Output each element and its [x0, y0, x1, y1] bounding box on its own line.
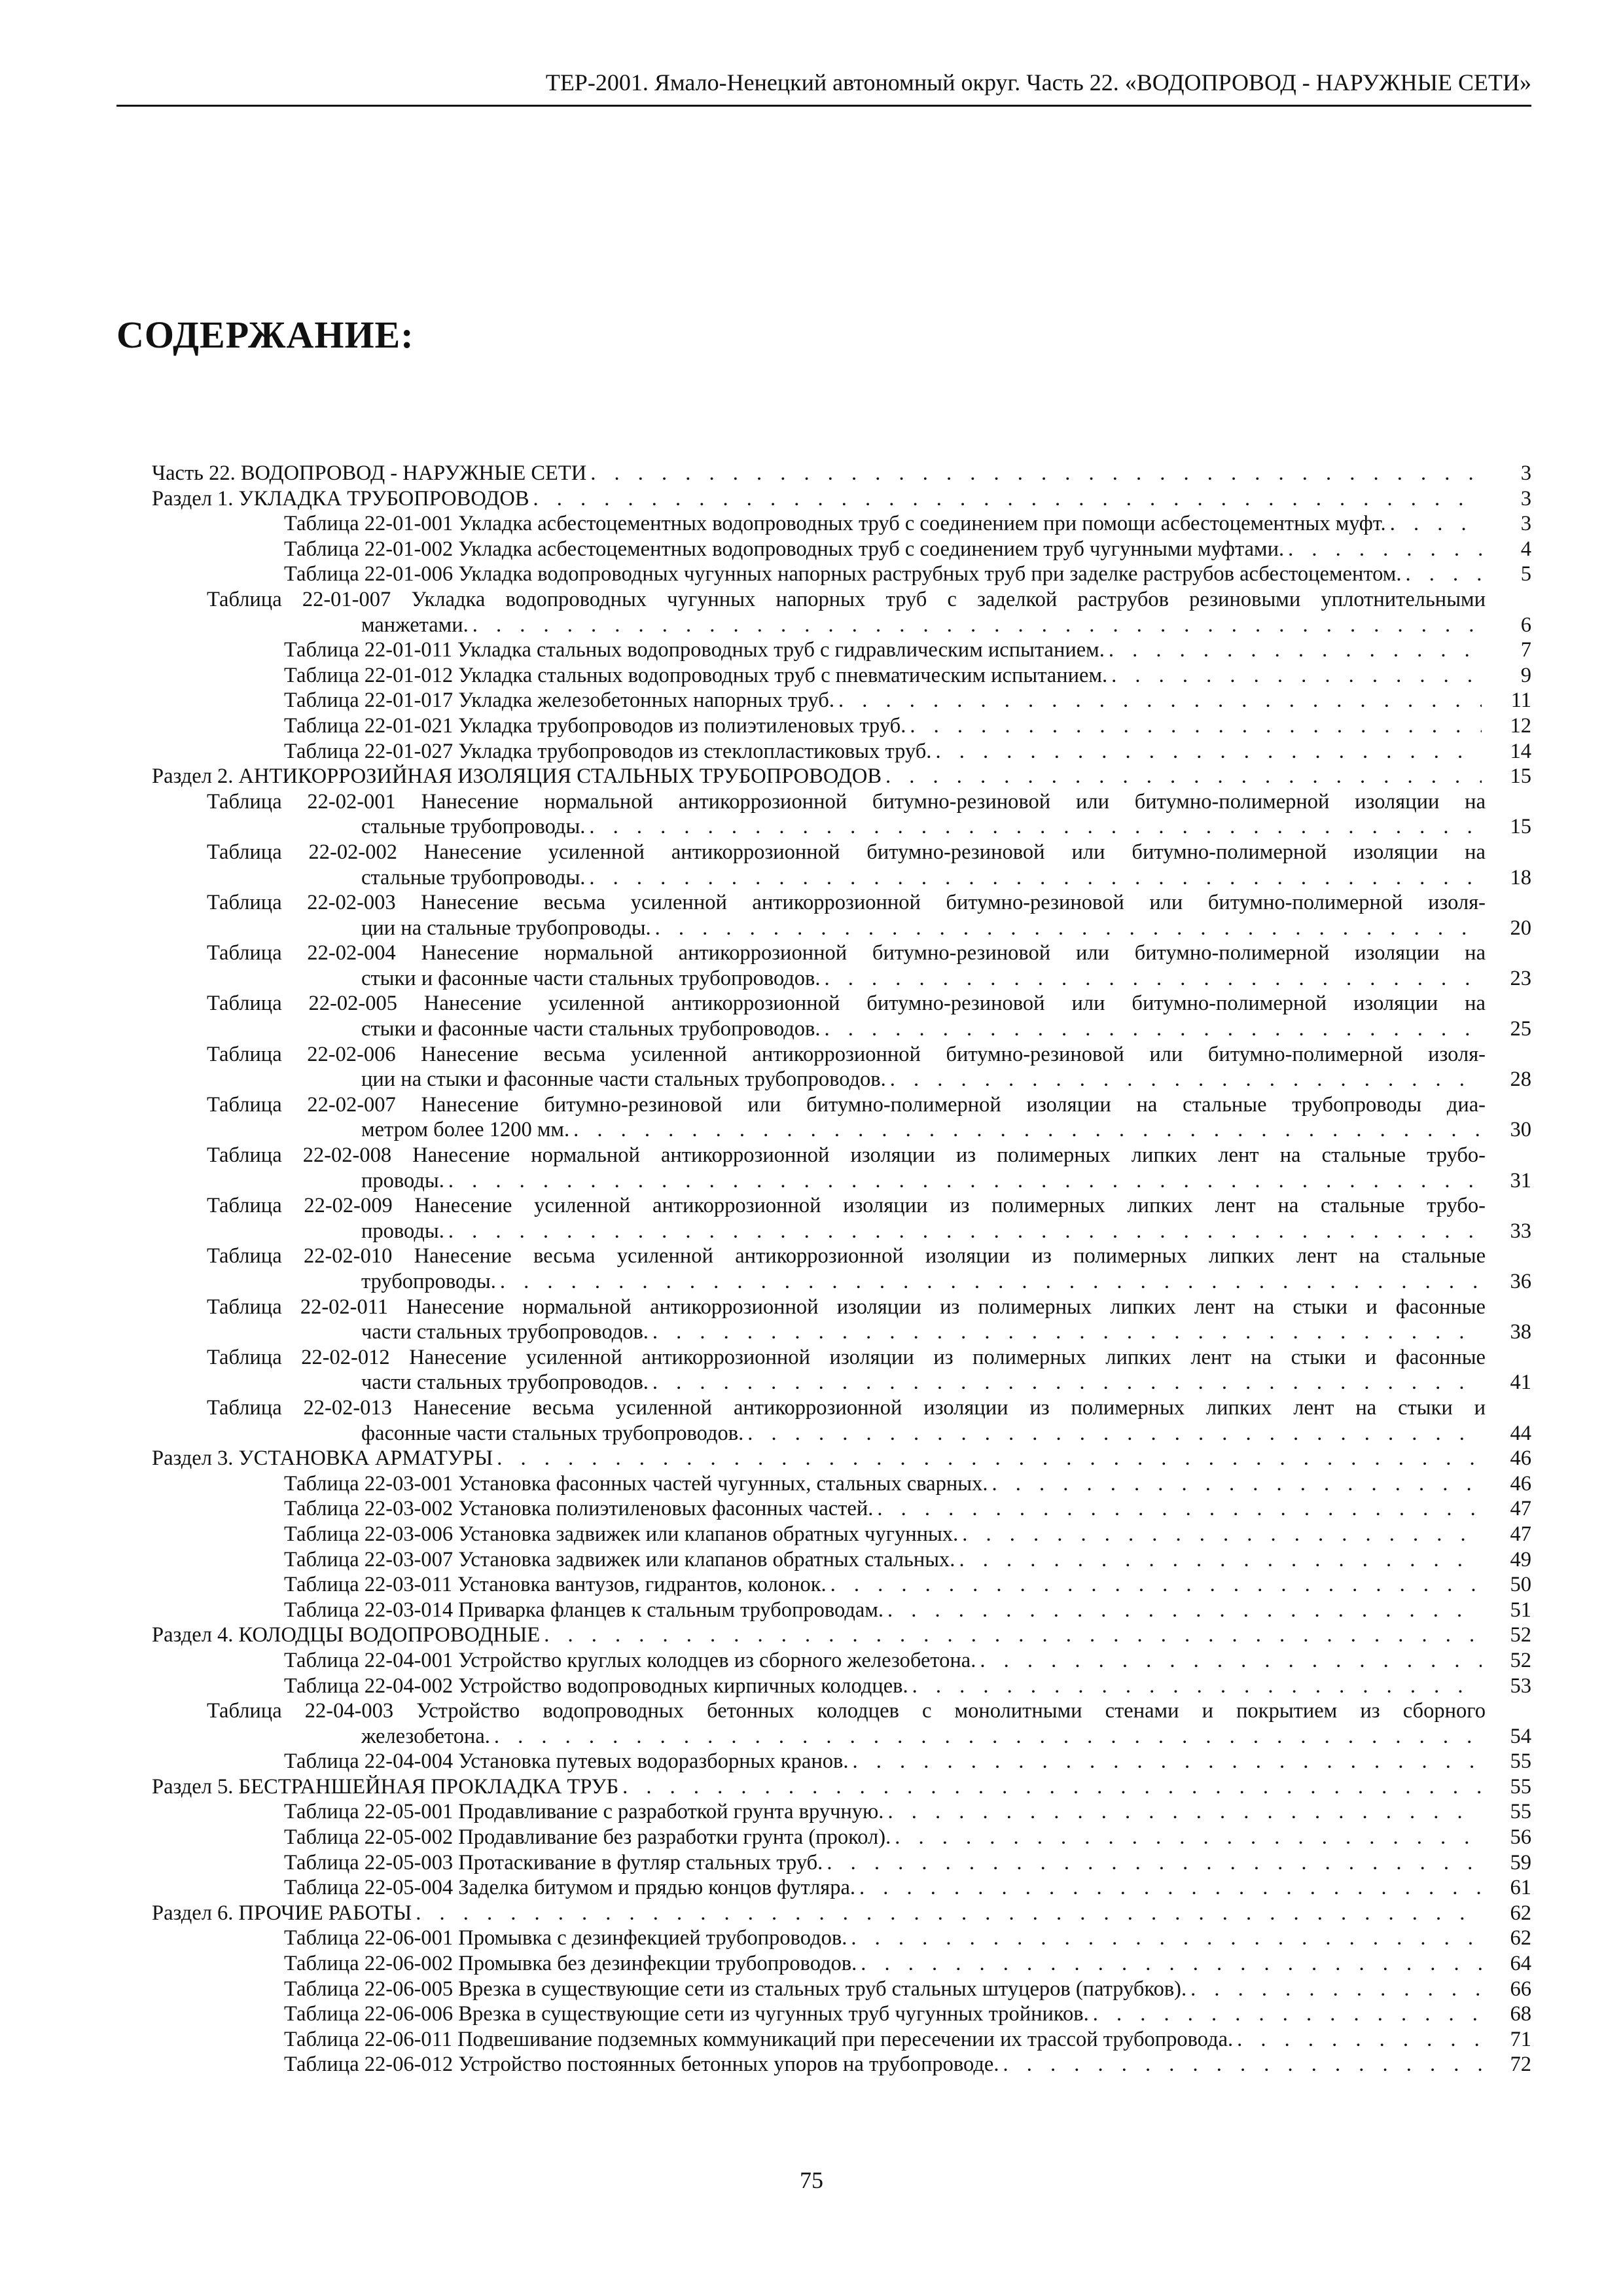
- dot-leader: [589, 814, 1482, 840]
- toc-entry-title-continuation: железобетона.: [361, 1724, 490, 1748]
- toc-entry-title-continuation: проводы.: [361, 1168, 444, 1193]
- toc-page-number: 46: [1510, 1471, 1531, 1496]
- toc-page-number: 53: [1510, 1674, 1531, 1698]
- toc-entry-title: Таблица 22-04-002 Устройство водопроводных кирпичных колодцев.: [284, 1674, 908, 1698]
- toc-entry-title: Таблица 22-05-004 Заделка битумом и прядью концов футляра.: [284, 1876, 856, 1900]
- toc-entry-title: Таблица 22-02-006 Нанесение весьма усиленной антикоррозионной битумно-резиновой или битумно-полимерной изоля-: [207, 1042, 1486, 1066]
- dot-leader: [416, 1901, 1482, 1926]
- dot-leader: [573, 1117, 1482, 1143]
- dot-leader: [895, 1825, 1482, 1850]
- toc-page-number: 54: [1510, 1724, 1531, 1748]
- toc-table-entry[interactable]: [152, 840, 1531, 890]
- toc-table-entry[interactable]: [152, 688, 1531, 713]
- dot-leader: [497, 1446, 1482, 1471]
- dot-leader: [448, 1168, 1482, 1194]
- dot-leader: [991, 1471, 1482, 1497]
- toc-entry-title: Таблица 22-01-002 Укладка асбестоцементных водопроводных труб с соединением труб чугунными муфтами.: [284, 537, 1285, 561]
- toc-page-number: 55: [1510, 1774, 1531, 1799]
- toc-entry-title-continuation: части стальных трубопроводов.: [361, 1320, 649, 1344]
- dot-leader: [885, 764, 1482, 789]
- toc-table-entry[interactable]: [152, 1926, 1531, 1951]
- toc-entry-title: Раздел 1. УКЛАДКА ТРУБОПРОВОДОВ: [152, 486, 529, 511]
- toc-table-entry[interactable]: [152, 739, 1531, 764]
- dot-leader: [1109, 637, 1482, 663]
- dot-leader: [1003, 2052, 1482, 2077]
- toc-page-number: 38: [1510, 1320, 1531, 1344]
- toc-entry-title: Таблица 22-04-003 Устройство водопроводных бетонных колодцев с монолитными стенами и покрытием из сборного: [207, 1699, 1486, 1723]
- toc-table-entry[interactable]: [152, 1471, 1531, 1497]
- toc-page-number: 64: [1510, 1952, 1531, 1976]
- dot-leader: [590, 461, 1482, 486]
- toc-entry-title: Таблица 22-02-009 Нанесение усиленной антикоррозионной изоляции из полимерных липких лент на стальные трубо-: [207, 1194, 1486, 1218]
- toc-entry-title-continuation: стыки и фасонные части стальных трубопроводов.: [361, 966, 821, 990]
- toc-page-number: 28: [1510, 1067, 1531, 1092]
- toc-entry-title: Таблица 22-02-012 Нанесение усиленной антикоррозионной изоляции из полимерных липких лент на стыки и фасонные: [207, 1345, 1486, 1369]
- page-title: СОДЕРЖАНИЕ:: [116, 314, 414, 356]
- dot-leader: [1405, 562, 1482, 587]
- toc-table-entry[interactable]: [152, 1572, 1531, 1598]
- table-of-contents: [152, 461, 1531, 2077]
- dot-leader: [544, 1623, 1482, 1648]
- toc-section-entry[interactable]: [152, 461, 1531, 486]
- running-header: [116, 68, 1531, 107]
- toc-table-entry[interactable]: [152, 1648, 1531, 1674]
- toc-page-number: 66: [1510, 1977, 1531, 2001]
- toc-table-entry[interactable]: [152, 1674, 1531, 1699]
- toc-table-entry[interactable]: [152, 2027, 1531, 2053]
- toc-entry-title: Таблица 22-02-003 Нанесение весьма усиленной антикоррозионной битумно-резиновой или битумно-полимерной изоля-: [207, 891, 1486, 915]
- dot-leader: [448, 1219, 1482, 1244]
- toc-page-number: 49: [1510, 1547, 1531, 1571]
- toc-entry-title: Раздел 5. БЕСТРАНШЕЙНАЯ ПРОКЛАДКА ТРУБ: [152, 1774, 619, 1799]
- dot-leader: [589, 865, 1482, 891]
- toc-page-number: 33: [1510, 1219, 1531, 1243]
- toc-table-entry[interactable]: [152, 1092, 1531, 1143]
- toc-section-entry[interactable]: [152, 1774, 1531, 1800]
- toc-page-number: 15: [1510, 764, 1531, 789]
- toc-page-number: 71: [1510, 2027, 1531, 2051]
- toc-page-number: 12: [1510, 713, 1531, 738]
- toc-page-number: 4: [1520, 537, 1531, 561]
- toc-entry-title: Таблица 22-05-003 Протаскивание в футляр стальных труб.: [284, 1850, 823, 1874]
- running-header-title: ТЕР-2001. Ямало-Ненецкий автономный округ. Часть 22. «ВОДОПРОВОД - НАРУЖНЫЕ СЕТИ»: [545, 69, 1531, 96]
- dot-leader: [533, 486, 1482, 512]
- toc-entry-title: Таблица 22-06-006 Врезка в существующие сети из чугунных труб чугунных тройников.: [284, 2002, 1089, 2026]
- toc-table-entry[interactable]: [152, 1143, 1531, 1193]
- toc-table-entry[interactable]: [152, 1042, 1531, 1092]
- dot-leader: [652, 1319, 1482, 1345]
- toc-entry-title: Таблица 22-06-002 Промывка без дезинфекции трубопроводов.: [284, 1952, 857, 1976]
- toc-entry-title: Раздел 2. АНТИКОРРОЗИЙНАЯ ИЗОЛЯЦИЯ СТАЛЬНЫХ ТРУБОПРОВОДОВ: [152, 764, 882, 789]
- page-number: 75: [800, 2167, 823, 2193]
- toc-page-number: 3: [1520, 486, 1531, 511]
- toc-table-entry[interactable]: [152, 2001, 1531, 2027]
- toc-entry-title: Таблица 22-04-004 Установка путевых водоразборных кранов.: [284, 1749, 849, 1774]
- toc-page-number: 72: [1510, 2053, 1531, 2077]
- toc-page-number: 61: [1510, 1876, 1531, 1900]
- toc-page-number: 55: [1510, 1749, 1531, 1774]
- dot-leader: [1288, 537, 1482, 562]
- toc-table-entry[interactable]: [152, 991, 1531, 1041]
- toc-page-number: 46: [1510, 1446, 1531, 1471]
- toc-table-entry[interactable]: [152, 1295, 1531, 1345]
- toc-entry-title: Таблица 22-03-011 Установка вантузов, гидрантов, колонок.: [284, 1573, 827, 1597]
- toc-page-number: 30: [1510, 1118, 1531, 1142]
- dot-leader: [830, 1572, 1482, 1598]
- toc-entry-title: Раздел 6. ПРОЧИЕ РАБОТЫ: [152, 1901, 412, 1925]
- toc-entry-title: Таблица 22-02-002 Нанесение усиленной антикоррозионной битумно-резиновой или битумно-полимерной изоляции на: [207, 840, 1486, 864]
- toc-page-number: 15: [1510, 815, 1531, 839]
- toc-page-number: 68: [1510, 2002, 1531, 2026]
- dot-leader: [473, 613, 1482, 638]
- toc-entry-title: Таблица 22-01-011 Укладка стальных водопроводных труб с гидравлическим испытанием.: [284, 638, 1105, 662]
- toc-table-entry[interactable]: [152, 1977, 1531, 2002]
- toc-section-entry[interactable]: [152, 1446, 1531, 1471]
- toc-page-number: 44: [1510, 1421, 1531, 1445]
- toc-table-entry[interactable]: [152, 1850, 1531, 1876]
- toc-entry-title: Таблица 22-01-012 Укладка стальных водопроводных труб с пневматическим испытанием.: [284, 663, 1108, 687]
- dot-leader: [851, 1926, 1482, 1951]
- toc-entry-title: Таблица 22-04-001 Устройство круглых колодцев из сборного железобетона.: [284, 1648, 976, 1672]
- toc-entry-title: Таблица 22-02-004 Нанесение нормальной антикоррозионной битумно-резиновой или битумно-полимерной изоляции на: [207, 941, 1486, 965]
- toc-table-entry[interactable]: [152, 637, 1531, 663]
- toc-section-entry[interactable]: [152, 1623, 1531, 1648]
- dot-leader: [935, 739, 1482, 764]
- dot-leader: [980, 1648, 1482, 1674]
- toc-table-entry[interactable]: [152, 1345, 1531, 1395]
- toc-entry-title: Раздел 4. КОЛОДЦЫ ВОДОПРОВОДНЫЕ: [152, 1623, 541, 1647]
- toc-entry-title: Таблица 22-01-007 Укладка водопроводных чугунных напорных труб с заделкой раструбов резиновыми уплотнительными: [207, 587, 1486, 611]
- toc-section-entry[interactable]: [152, 1901, 1531, 1926]
- toc-entry-title: Таблица 22-03-014 Приварка фланцев к стальным трубопроводам.: [284, 1598, 884, 1622]
- toc-page-number: 3: [1520, 512, 1531, 536]
- toc-page-number: 31: [1510, 1168, 1531, 1193]
- toc-entry-title: Таблица 22-01-021 Укладка трубопроводов из полиэтиленовых труб.: [284, 713, 906, 738]
- toc-entry-title: Таблица 22-06-012 Устройство постоянных бетонных упоров на трубопроводе.: [284, 2053, 999, 2077]
- dot-leader: [959, 1547, 1482, 1573]
- toc-table-entry[interactable]: [152, 2052, 1531, 2077]
- toc-entry-title: Таблица 22-02-010 Нанесение весьма усиленной антикоррозионной изоляции из полимерных липких лент на стальные: [207, 1244, 1486, 1268]
- toc-table-entry[interactable]: [152, 1496, 1531, 1522]
- dot-leader: [859, 1875, 1482, 1901]
- dot-leader: [825, 1016, 1482, 1042]
- toc-table-entry[interactable]: [152, 1522, 1531, 1547]
- toc-table-entry[interactable]: [152, 941, 1531, 991]
- toc-section-entry[interactable]: [152, 764, 1531, 789]
- toc-entry-title: Таблица 22-02-001 Нанесение нормальной антикоррозионной битумно-резиновой или битумно-полимерной изоляции на: [207, 789, 1486, 814]
- toc-page-number: 55: [1510, 1800, 1531, 1824]
- toc-table-entry[interactable]: [152, 1825, 1531, 1850]
- dot-leader: [500, 1269, 1482, 1295]
- toc-table-entry[interactable]: [152, 789, 1531, 840]
- toc-entry-title: Таблица 22-01-017 Укладка железобетонных напорных труб.: [284, 689, 834, 713]
- toc-entry-title-continuation: манжетами.: [361, 613, 469, 637]
- toc-entry-title: Таблица 22-01-006 Укладка водопроводных чугунных напорных раструбных труб при заделке раструбов асбестоцементом.: [284, 562, 1402, 586]
- toc-table-entry[interactable]: [152, 1951, 1531, 1977]
- toc-entry-title-continuation: ции на стыки и фасонные части стальных трубопроводов.: [361, 1067, 886, 1092]
- toc-table-entry[interactable]: [152, 663, 1531, 689]
- toc-table-entry[interactable]: [152, 1547, 1531, 1573]
- toc-entry-title-continuation: фасонные части стальных трубопроводов.: [361, 1421, 744, 1445]
- dot-leader: [890, 1067, 1482, 1092]
- dot-leader: [912, 1674, 1482, 1699]
- toc-page-number: 5: [1520, 562, 1531, 586]
- toc-page-number: 52: [1510, 1623, 1531, 1647]
- dot-leader: [622, 1774, 1482, 1800]
- toc-entry-title: Таблица 22-02-008 Нанесение нормальной антикоррозионной изоляции из полимерных липких лент на стальные трубо-: [207, 1143, 1486, 1168]
- dot-leader: [910, 713, 1482, 739]
- toc-entry-title: Таблица 22-01-027 Укладка трубопроводов из стеклопластиковых труб.: [284, 739, 932, 763]
- dot-leader: [887, 1799, 1482, 1825]
- toc-page-number: 36: [1510, 1270, 1531, 1293]
- toc-table-entry[interactable]: [152, 713, 1531, 739]
- dot-leader: [655, 916, 1482, 941]
- toc-page-number: 62: [1510, 1926, 1531, 1950]
- toc-entry-title: Таблица 22-06-011 Подвешивание подземных коммуникаций при пересечении их трассой трубопровода.: [284, 2027, 1234, 2051]
- toc-page-number: 7: [1520, 638, 1531, 662]
- dot-leader: [962, 1522, 1482, 1547]
- dot-leader: [652, 1370, 1482, 1395]
- dot-leader: [877, 1496, 1482, 1522]
- toc-entry-title-continuation: стальные трубопроводы.: [361, 865, 586, 889]
- toc-section-entry[interactable]: [152, 486, 1531, 512]
- toc-entry-title: Таблица 22-06-005 Врезка в существующие сети из стальных труб стальных штуцеров (патрубков).: [284, 1977, 1187, 2001]
- toc-entry-title-continuation: стыки и фасонные части стальных трубопроводов.: [361, 1017, 821, 1041]
- dot-leader: [1190, 1977, 1482, 2002]
- toc-entry-title: Таблица 22-01-001 Укладка асбестоцементных водопроводных труб с соединением при помощи асбестоцементных муфт.: [284, 512, 1386, 536]
- toc-entry-title: Таблица 22-03-006 Установка задвижек или клапанов обратных чугунных.: [284, 1522, 959, 1546]
- toc-entry-title: Таблица 22-02-007 Нанесение битумно-резиновой или битумно-полимерной изоляции на стальные трубопроводы диа-: [207, 1092, 1486, 1117]
- dot-leader: [1390, 511, 1482, 537]
- toc-entry-title: Таблица 22-02-013 Нанесение весьма усиленной антикоррозионной изоляции из полимерных липких лент на стыки и: [207, 1395, 1486, 1420]
- toc-page-number: 14: [1510, 739, 1531, 763]
- toc-table-entry[interactable]: [152, 1698, 1531, 1749]
- toc-page-number: 59: [1510, 1850, 1531, 1874]
- toc-entry-title-continuation: метром более 1200 мм.: [361, 1118, 570, 1142]
- toc-page-number: 47: [1510, 1522, 1531, 1546]
- toc-page-number: 6: [1520, 613, 1531, 637]
- toc-entry-title-continuation: стальные трубопроводы.: [361, 815, 586, 839]
- toc-table-entry[interactable]: [152, 562, 1531, 587]
- toc-entry-title: Таблица 22-05-001 Продавливание с разработкой грунта вручную.: [284, 1800, 884, 1824]
- toc-entry-title: Раздел 3. УСТАНОВКА АРМАТУРЫ: [152, 1446, 493, 1471]
- toc-table-entry[interactable]: [152, 1799, 1531, 1825]
- toc-entry-title: Таблица 22-05-002 Продавливание без разработки грунта (прокол).: [284, 1825, 891, 1850]
- toc-entry-title: Таблица 22-06-001 Промывка с дезинфекцией трубопроводов.: [284, 1926, 847, 1950]
- toc-table-entry[interactable]: [152, 511, 1531, 537]
- dot-leader: [494, 1724, 1482, 1749]
- toc-table-entry[interactable]: [152, 587, 1531, 637]
- toc-page-number: 3: [1520, 461, 1531, 485]
- toc-table-entry[interactable]: [152, 1875, 1531, 1901]
- toc-page-number: 52: [1510, 1648, 1531, 1672]
- dot-leader: [1237, 2027, 1482, 2053]
- toc-entry-title: Таблица 22-03-001 Установка фасонных частей чугунных, стальных сварных.: [284, 1471, 988, 1496]
- toc-entry-title: Таблица 22-03-002 Установка полиэтиленовых фасонных частей.: [284, 1497, 874, 1521]
- toc-table-entry[interactable]: [152, 1244, 1531, 1294]
- toc-entry-title-continuation: части стальных трубопроводов.: [361, 1371, 649, 1395]
- toc-page-number: 11: [1510, 689, 1531, 713]
- toc-page-number: 18: [1510, 865, 1531, 889]
- toc-table-entry[interactable]: [152, 1749, 1531, 1774]
- dot-leader: [827, 1850, 1482, 1876]
- toc-entry-title-continuation: ции на стальные трубопроводы.: [361, 916, 651, 940]
- dot-leader: [825, 966, 1482, 992]
- toc-page-number: 62: [1510, 1901, 1531, 1925]
- toc-page-number: 9: [1520, 663, 1531, 687]
- dot-leader: [852, 1749, 1482, 1774]
- toc-page-number: 25: [1510, 1017, 1531, 1041]
- toc-page-number: 56: [1510, 1825, 1531, 1850]
- toc-page-number: 41: [1510, 1371, 1531, 1395]
- toc-entry-title: Таблица 22-02-011 Нанесение нормальной антикоррозионной изоляции из полимерных липких лент на стыки и фасонные: [207, 1295, 1486, 1319]
- toc-page-number: 20: [1510, 916, 1531, 940]
- dot-leader: [887, 1598, 1482, 1623]
- toc-page-number: 50: [1510, 1573, 1531, 1597]
- toc-table-entry[interactable]: [152, 1598, 1531, 1623]
- toc-entry-title: Таблица 22-02-005 Нанесение усиленной антикоррозионной битумно-резиновой или битумно-полимерной изоляции на: [207, 992, 1486, 1016]
- toc-page-number: 47: [1510, 1497, 1531, 1521]
- toc-table-entry[interactable]: [152, 1395, 1531, 1446]
- toc-table-entry[interactable]: [152, 890, 1531, 941]
- toc-table-entry[interactable]: [152, 537, 1531, 562]
- dot-leader: [838, 688, 1482, 713]
- toc-entry-title: Часть 22. ВОДОПРОВОД - НАРУЖНЫЕ СЕТИ: [152, 461, 587, 485]
- dot-leader: [747, 1421, 1482, 1446]
- dot-leader: [1111, 663, 1482, 689]
- toc-page-number: 51: [1510, 1598, 1531, 1622]
- dot-leader: [1093, 2001, 1482, 2027]
- toc-entry-title-continuation: трубопроводы.: [361, 1270, 496, 1293]
- dot-leader: [861, 1951, 1482, 1977]
- toc-entry-title: Таблица 22-03-007 Установка задвижек или клапанов обратных стальных.: [284, 1547, 955, 1571]
- toc-entry-title-continuation: проводы.: [361, 1219, 444, 1243]
- toc-table-entry[interactable]: [152, 1193, 1531, 1244]
- toc-page-number: 23: [1510, 966, 1531, 990]
